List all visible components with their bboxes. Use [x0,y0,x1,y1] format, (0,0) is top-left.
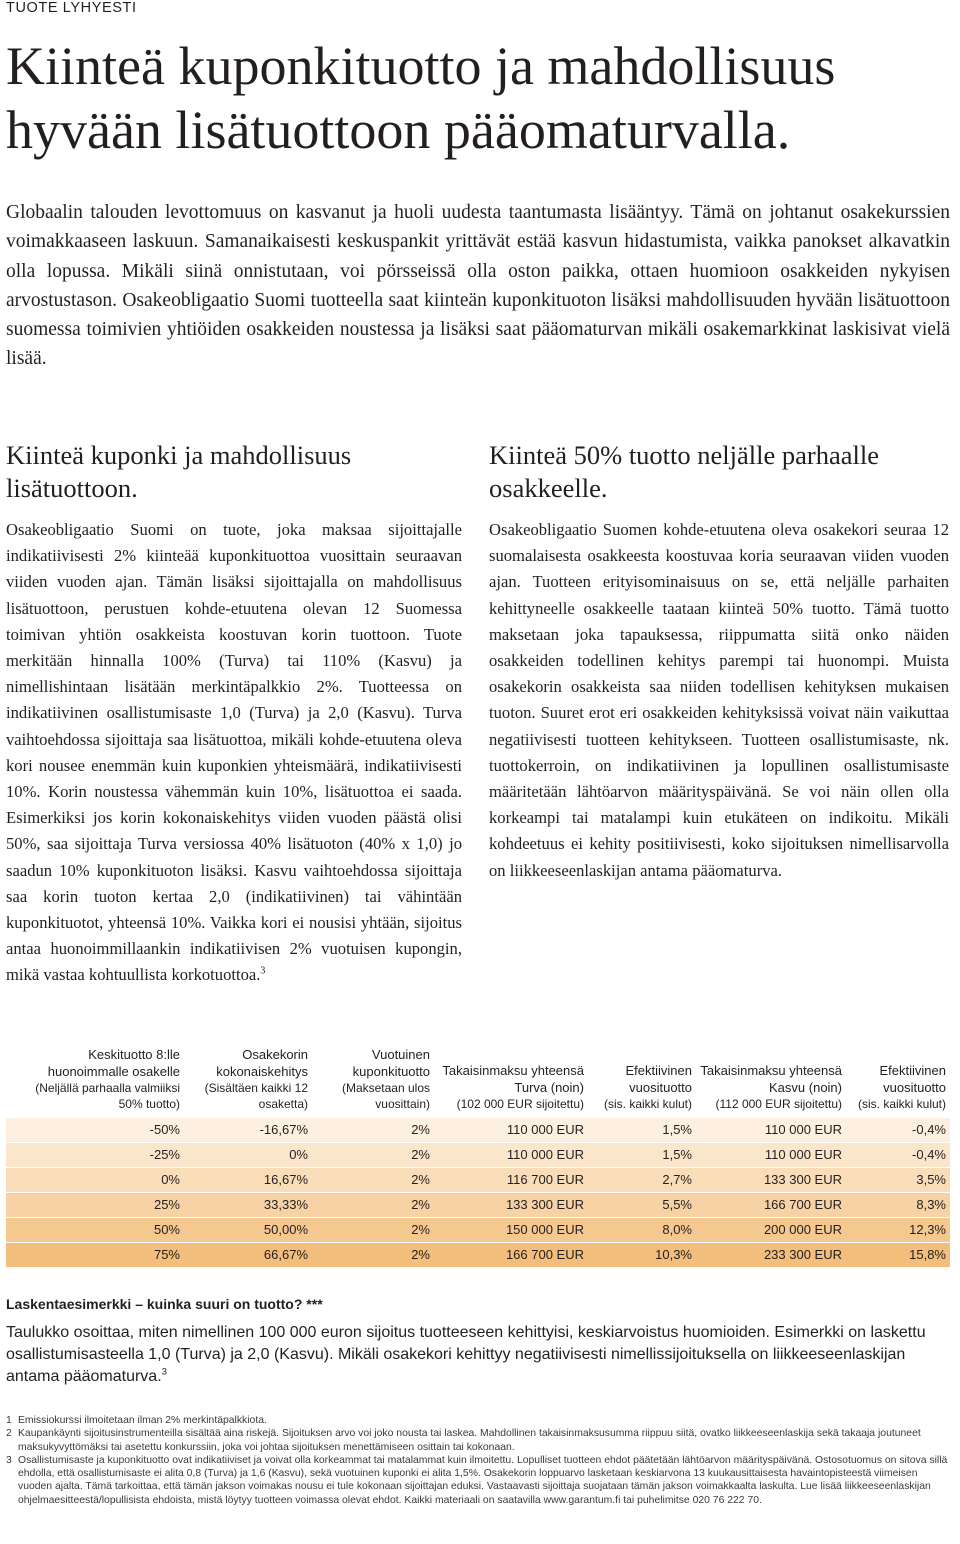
table-cell: 2% [312,1143,434,1168]
table-cell: -16,67% [184,1118,312,1143]
table-cell: 25% [6,1193,184,1218]
table-row [6,1118,950,1143]
table-cell: 2% [312,1118,434,1143]
footnote-reference: 3 [161,1366,167,1378]
calculation-heading: Laskentaesimerkki – kuinka suuri on tuotto? *** [6,1296,323,1312]
table-cell: 3,5% [846,1168,950,1193]
footnotes [6,1414,950,1507]
table-row [6,1243,950,1268]
table-cell: 2% [312,1218,434,1243]
page-title: Kiinteä kuponkituotto ja mahdollisuus hyvään lisätuottoon pääomaturvalla. [6,36,836,160]
column-header: Takaisinmaksu yhteensä Turva (noin) (102 000 EUR sijoitettu) [442,1063,584,1111]
table-row [6,1143,950,1168]
footnote-text: Osallistumisaste ja kuponkituotto ovat indikatiiviset ja voivat olla korkeammat tai matalammat kuin ilmoitettu. Lopulliset tuotteen ehdot päätetään lähtöarvon määrityspäivänä. Ostosotuomus on sitova sillä ehdolla, että osallistumisaste ei alita 0,8 (Turva) ja 1,6 (Kasvu), sekä vuotuinen kuponki ei alita 1,5%. Osakekorin loppuarvo lasketaan keskiarvona 13 kuukausittaisesta havaintopisteestä viimeisen vuoden ajalta. Tämä tarkoittaa, että tämän jakson voimakas nousu ei tule kokonaan sijoittajan eduksi. Vastaavasti sijoittaja suojataan tämän jakson voimakkaalta laskulta. Lue lisää liikkeeseenlaskijan ohjelmaesitteestä/lopullisista ehdoista, mistä löytyy tuotteen voimassa olevat ehdot. Kaikki materiaali on saatavilla www.garantum.fi tai puhelimitse 020 76 222 70. [18,1454,948,1506]
table-cell: 166 700 EUR [434,1243,588,1268]
right-column [489,439,949,884]
table-cell: 2% [312,1193,434,1218]
table-cell: 15,8% [846,1243,950,1268]
table-cell: 5,5% [588,1193,696,1218]
footnote-number: 1 [6,1415,12,1426]
table-cell: 0% [6,1168,184,1193]
table-cell: 12,3% [846,1218,950,1243]
left-column [6,439,462,989]
table-cell: 110 000 EUR [434,1143,588,1168]
table-cell: 16,67% [184,1168,312,1193]
table-cell: 50% [6,1218,184,1243]
footnote-text: Kaupankäynti sijoitusinstrumenteilla sisältää aina riskejä. Sijoituksen arvo voi joko nousta tai laskea. Mahdollinen takaisinmaksusumma riippuu siitä, ovatko liikkeeseenlaskija sekä takaaja joutuneet maksukyvyttömäksi tai asetettu konkurssiin, joka voi johtaa sijoituksen menettämiseen osittain tai kokonaan. [18,1428,921,1453]
footnote [6,1427,950,1454]
table-cell: 8,0% [588,1218,696,1243]
footnote [6,1454,950,1507]
table-cell: 110 000 EUR [696,1143,846,1168]
table-header-row [6,1046,950,1118]
column-header: Keskituotto 8:lle huonoimmalle osakelle (Neljällä parhaalla valmiiksi 50% tuotto) [35,1047,180,1111]
table-cell: 1,5% [588,1143,696,1168]
table-cell: 66,67% [184,1243,312,1268]
column-header: Osakekorin kokonaiskehitys (Sisältäen kaikki 12 osaketta) [204,1047,308,1111]
table-cell: 233 300 EUR [696,1243,846,1268]
table-cell: 150 000 EUR [434,1218,588,1243]
table-cell: 166 700 EUR [696,1193,846,1218]
table-cell: 75% [6,1243,184,1268]
table-cell: -0,4% [846,1118,950,1143]
table-cell: 50,00% [184,1218,312,1243]
table-row [6,1168,950,1193]
column-header: Vuotuinen kuponkituotto (Maksetaan ulos vuosittain) [341,1047,430,1111]
left-column-body [6,517,462,989]
table-cell: 0% [184,1143,312,1168]
footnote-number: 3 [6,1454,12,1466]
section-kicker: TUOTE LYHYESTI [6,0,137,16]
table-cell: 10,3% [588,1243,696,1268]
table-cell: -0,4% [846,1143,950,1168]
left-column-text: Osakeobligaatio Suomi on tuote, joka maksaa sijoittajalle indikatiivisesti 2% kiinteää kuponkituottoa vuosittain seuraavan viiden vuoden ajan. Tämän lisäksi sijoittajalla on mahdollisuus lisätuottoon, perustuen kohde-etuutena olevan 12 Suomessa toimivan yhtiön osakkeista koostuvan korin tuottoon. Tuote merkitään hinnalla 100% (Turva) tai 110% (Kasvu) ja nimellishintaan lisätään merkintäpalkkio 2%. Tuotteessa on indikatiivinen osallistumisaste 1,0 (Turva) ja 2,0 (Kasvu). Turva vaihtoehdossa sijoittaja saa lisätuottoa, mikäli kohde-etuutena oleva kori nousee enemmän kuin kuponkien yhteismäärä, indikatiivisesti 10%. Korin noustessa vähemmän kuin 10%, lisätuottoa ei saada. Esimerkiksi jos korin kokonaiskehitys viiden vuoden päästä olisi 50%, saa sijoittaja Turva versiossa 40% lisätuoton (40% x 1,0) jo saadun 10% kuponkituoton lisäksi. Kasvu vaihtoehdossa sijoittaja saa korin tuoton kertaa 2,0 (indikatiivinen) tai vähintään kuponkituotot, yhteensä 10%. Vaikka kori ei nousisi yhtään, sijoitus antaa huonoimmillaankin indikatiivisen 2% vuotuisen kupongin, mikä vastaa kohtuullista korkotuottoa. [6,520,462,985]
table-cell: -25% [6,1143,184,1168]
table-cell: 2% [312,1243,434,1268]
calculation-table [6,1046,950,1268]
table-cell: 110 000 EUR [434,1118,588,1143]
right-column-heading: Kiinteä 50% tuotto neljälle parhaalle osakkeelle. [489,440,879,503]
table-cell: 2% [312,1168,434,1193]
table-cell: 116 700 EUR [434,1168,588,1193]
table-cell: 2,7% [588,1168,696,1193]
intro-paragraph: Globaalin talouden levottomuus on kasvanut ja huoli uudesta taantumasta lisääntyy. Tämä on johtanut osakekurssien voimakkaaseen laskuun. Samanaikaisesti keskuspankit yrittävät estää kasvun hidastumista, vaikka panokset alkavatkin olla lopussa. Mikäli siinä onnistutaan, voi pörsseissä olla oston paikka, ottaen huomioon osakkeiden nykyisen arvostustason. Osakeobligaatio Suomi tuotteella saat kiinteän kuponkituoton lisäksi mahdollisuuden hyvään lisätuottoon suomessa toimivien yhtiöiden osakkeiden noustessa ja lisäksi saat pääomaturvan mikäli osakemarkkinat laskisivat vielä lisää. [6,202,950,370]
column-header: Efektiivinen vuosituotto (sis. kaikki kulut) [603,1063,692,1111]
table-row [6,1193,950,1218]
calculation-text: Taulukko osoittaa, miten nimellinen 100 000 euron sijoitus tuotteeseen kehittyisi, keskiarvoistus huomioiden. Esimerkki on laskettu osallistumisasteella 1,0 (Turva) ja 2,0 (Kasvu). Mikäli osakekori kehittyy negatiivisesti nimellissijoituksella on liikkeeseenlaskijan antama pääomaturva. [6,1324,926,1385]
table-cell: 133 300 EUR [696,1168,846,1193]
table-cell: 200 000 EUR [696,1218,846,1243]
column-header: Takaisinmaksu yhteensä Kasvu (noin) (112 000 EUR sijoitettu) [700,1063,842,1111]
footnote-reference: 3 [260,965,266,977]
left-column-heading: Kiinteä kuponki ja mahdollisuus lisätuottoon. [6,440,352,503]
table-cell: 110 000 EUR [696,1118,846,1143]
table-cell: 1,5% [588,1118,696,1143]
table-cell: 33,33% [184,1193,312,1218]
table-cell: 133 300 EUR [434,1193,588,1218]
table-cell: 8,3% [846,1193,950,1218]
calculation-description [6,1322,956,1388]
footnote-text: Emissiokurssi ilmoitetaan ilman 2% merkintäpalkkiota. [18,1415,267,1426]
column-header: Efektiivinen vuosituotto (sis. kaikki kulut) [857,1063,946,1111]
right-column-body: Osakeobligaatio Suomen kohde-etuutena oleva osakekori seuraa 12 suomalaisesta osakkeesta koostuvaa koria seuraavan viiden vuoden ajan. Tuotteen erityisominaisuus on se, että neljälle parhaiten kehittyneelle osakkeelle taataan kiinteä 50% tuotto. Tämä tuotto maksetaan joka tapauksessa, riippumatta siitä onko näiden osakkeiden todellinen kehitys parempi tai huonompi. Muista osakekorin osakkeista saa niiden todellisen kehityksen mukaisen tuoton. Suuret erot eri osakkeiden kehityksissä voivat näin vaikuttaa negatiivisesti tuotteen kehitykseen. Tuotteen osallistumisaste, nk. tuottokerroin, on indikatiivinen ja lopullinen osallistumisaste määritetään lähtöarvon määrityspäivänä. Se voi näin ollen olla korkeampi tai matalampi kuin etukäteen on indikoitu. Mikäli kohdeetuus ei kehity positiivisesti, koko sijoituksen nimellisarvolla on liikkeeseenlaskijan antama pääomaturva. [489,520,949,880]
table-row [6,1218,950,1243]
footnote [6,1414,950,1427]
table-cell: -50% [6,1118,184,1143]
footnote-number: 2 [6,1428,12,1440]
